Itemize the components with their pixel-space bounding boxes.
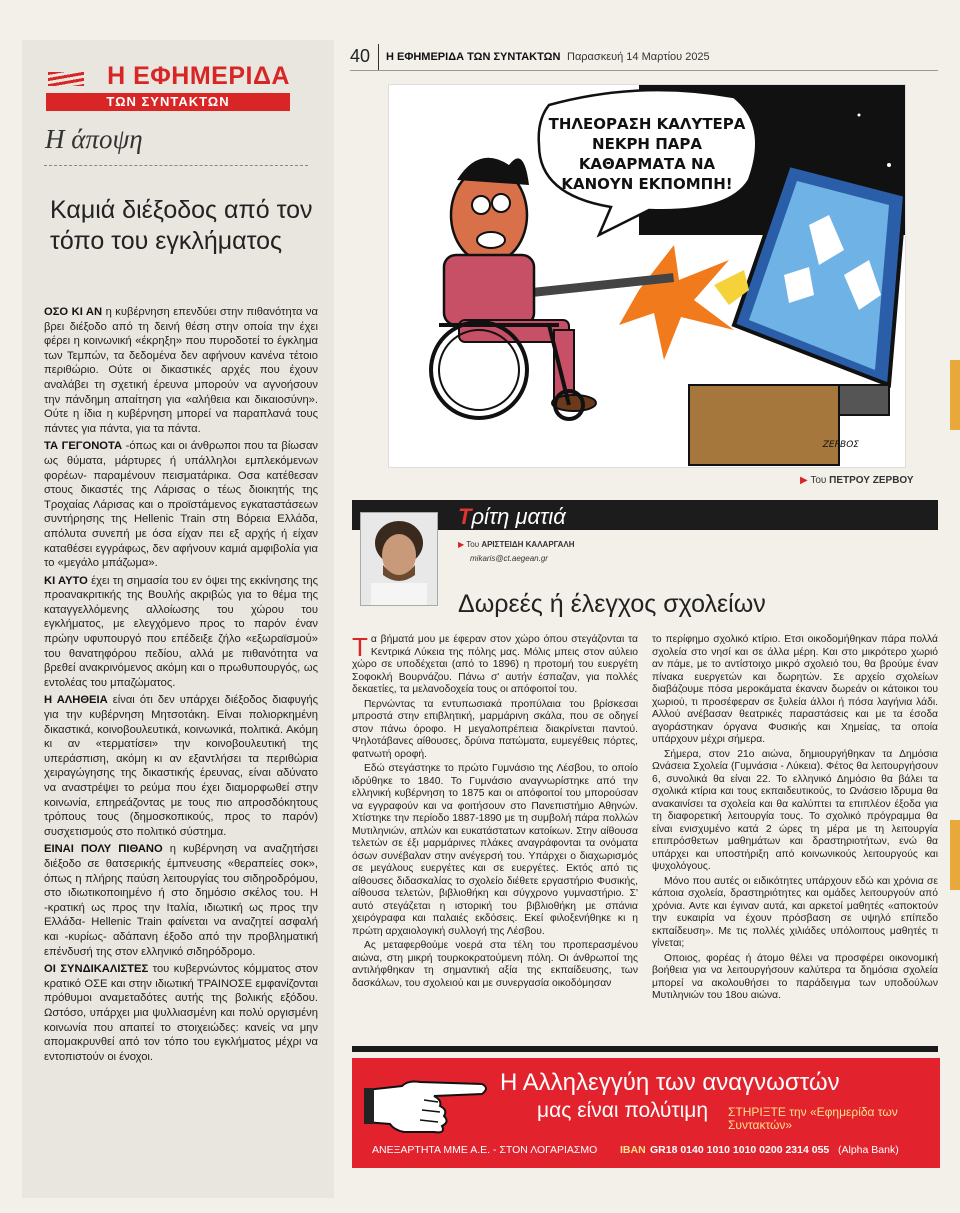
issue-date: Παρασκευή 14 Μαρτίου 2025 (567, 51, 710, 63)
account-text: ΑΝΕΞΑΡΤΗΤΑ ΜΜΕ Α.Ε. - ΣΤΟΝ ΛΟΓΑΡΙΑΣΜΟ (372, 1144, 598, 1156)
page-edge-marker (950, 820, 960, 890)
author-photo (360, 512, 438, 606)
pointing-hand-icon (364, 1072, 490, 1138)
column-paragraph: Εδώ στεγάστηκε το πρώτο Γυμνάσιο της Λέσβου, το οποίο ιδρύθηκε το 1840. Το Γυμνάσιο αναγνωρίστηκε από την ελληνική κυβέρνηση το 1875 και οι απόφοιτοί του μπορούσαν να εγγραφούν και να φοιτήσουν στο Πανεπιστήμιο Αθηνών. Χτίστηκε την περίοδο 1887-1890 με τη συμβολή πάρα πολλών Μυτιληνιών, απλών και ευκατάστατων κατοίκων. Στην αίθουσα τελετών σε έξι μαρμάρινες πλάκες αναγράφονται τα ονόματα όσων συνέβαλαν στην ανέγερσή του. Υπάρχει ο διαχωρισμός σε μεγάλους ευεργέτες και σε ευεργέτες. Εκτός από τις αίθουσες διδασκαλίας το σχολείο διέθετε εργαστήριο Φυσικής, αίθουσα τελετών, βιβλιοθήκη και σύγχρονο γυμναστήριο. Σ' αυτό στεγάζεται η ιστορική του βιβλιοθήκη με σπάνια χειρόγραφα και παλαιές εκδόσεις. Εκεί φιλοξενήθηκε κι η πρώτη αρχαιολογική συλλογή της Λέσβου. (352, 763, 638, 937)
paragraph-text: έχει τη σημασία του εν όψει της εκκίνησης της προανακριτικής της Βουλής ακριβώς για το θέμα της καταγγελλόμενης αλλοίωσης του χώρου του εγκλήματος, με ελεγχόμενο προς το παρόν έναν πρώην υφυπουργό που επέδειξε ζήλο «εξωραϊσμού» του θανατηφόρου πεδίου, αλλά με πιθανότητα να βρεθεί ανακρινόμενος ακόμη και ο πρωθυπουργός, ως εντολέας του μπαζώματος. (44, 574, 318, 689)
cartoon-credit (800, 475, 914, 486)
opinion-paragraph (44, 439, 318, 570)
column-paragraph (352, 634, 638, 697)
column-paragraph: το περίφημο σχολικό κτίριο. Ετσι οικοδομήθηκαν πάρα πολλά σχολεία στο νησί και σε άλλα μέρη. Και στο μικρότερο χωριό αν πάμε, με το αντίστοιχο μικρό σχολειό του, θα βρούμε έναν πίνακα ευεργετών και δωρητών. Σε αρχείο σχολείων διαβάζουμε πόσα μεροκάματα έκαναν δωρεάν οι κάτοικοι του χωριού, τι προσέφεραν σε ξυλεία άλλοι ή πόσα λαγήνια λάδι. Αλλού ανέβασαν θεατρικές παραστάσεις και με τα έσοδα αγοράστηκαν όργανα Φυσικής και Χημείας, τα οποία υπάρχουν μέχρι σήμερα. (652, 634, 938, 745)
author-portrait-icon (361, 513, 437, 605)
speech-line: ΝΕΚΡΗ ΠΑΡΑ (592, 135, 702, 153)
banner-title: Η Αλληλεγγύη των αναγνωστών (500, 1069, 840, 1096)
credit-name: ΠΕΤΡΟΥ ΖΕΡΒΟΥ (829, 475, 914, 486)
divider (350, 70, 938, 71)
logo-line2: ΤΩΝ ΣΥΝΤΑΚΤΩΝ (46, 93, 290, 111)
column-name (458, 504, 566, 530)
triangle-icon: ▶ (458, 540, 465, 549)
paragraph-text: του κυβερνώντος κόμματος στον κρατικό ΟΣΕ και στην ιδιωτική ΤΡΑΙΝΟΣΕ εμφανίζονται πρόθυμοι αναμεταδότες αυτής της βολικής εξόδου. Ωστόσο, υπάρχει μια ψυλλιασμένη και πολύ οργισμένη κοινωνία που απαιτεί το στοιχειώδες: κανείς να μην απομακρυνθεί από τον τόπο του εγκλήματος μέχρι να εντοπιστούν οι ένοχοι. (44, 963, 318, 1063)
divider (378, 44, 379, 70)
column-name-rest: ρίτη ματιά (471, 504, 566, 529)
author-name: ΑΡΙΣΤΕΙΔΗ ΚΑΛΑΡΓΑΛΗ (481, 540, 575, 549)
iban-number: GR18 0140 1010 1010 0200 2314 055 (650, 1144, 830, 1156)
bank-name: (Alpha Bank) (838, 1144, 899, 1156)
cartoon-illustration (388, 84, 906, 468)
author-byline (458, 540, 574, 549)
speech-line: ΤΗΛΕΟΡΑΣΗ ΚΑΛΥΤΕΡΑ (548, 115, 746, 133)
cartoonist-signature: ΖΕΡΒΟΣ (822, 440, 859, 450)
paragraph-lead: ΕΙΝΑΙ ΠΟΛΥ ΠΙΘΑΝΟ (44, 843, 163, 856)
paragraph-text: είναι ότι δεν υπάρχει διέξοδος διαφυγής για την κυβέρνηση Μητσοτάκη. Είναι πολιορκημένη δικαστικά, κοινοβουλευτικά, κοινωνικά, πολιτικά. Ακόμη κι αν «τερματίσει» την κοινοβουλευτική της υπεράσπιση, ακόμη κι αν εξαντλήσει τα περιθώρια χειραγώγησης της δικαστικής έρευνας, είναι αδύνατο να αναστρέψει το ρεύμα που έχει διαμορφωθεί στην κοινωνία, επηρεάζοντας με τους πιο απροσδόκητους τρόπους τους (δημοσκοπικούς, προς το παρόν) συσχετισμούς στο πολιτικό σύστημα. (44, 694, 318, 838)
opinion-paragraph (44, 693, 318, 839)
opinion-paragraph (44, 574, 318, 691)
author-prefix: Του (466, 540, 480, 549)
paragraph-lead: ΤΑ ΓΕΓΟΝΟΤΑ (44, 440, 123, 453)
opinion-headline: Καμιά διέξοδος από τον τόπο του εγκλήματος (50, 196, 313, 255)
paragraph-text: η κυβέρνηση επενδύει στην πιθανότητα να βρει διέξοδο από τη δεινή θέση στην οποία την έχει φέρει η κοινωνική «έκρηξη» που πυροδοτεί το έγκλημα των Τεμπών, τα δεδομένα δεν αφήνουν κανένα τέτοιο περιθώριο. Ούτε οι δικαστικές αρχές που έχουν αναλάβει τη σχετική έρευνα μπορούν να αγνοήσουν την πάνδημη απαίτηση για «αλήθεια και δικαιοσύνη». Ούτε η ίδια η κυβέρνηση μπορεί να παραπλανά τους πάντες για πάντα, για τα πάντα. (44, 306, 318, 435)
column-paragraph: Οποιος, φορέας ή άτομο θέλει να προσφέρει οικονομική βοήθεια για να λειτουργήσουν καλύτερα τα δημόσια σχολεία μπορεί να ακολουθήσει το παράδειγμα των υποδούλων Μυτιληνιών του 18ου αιώνα. (652, 952, 938, 1001)
drop-cap: Τ (352, 632, 368, 662)
banner-footer (352, 1142, 940, 1162)
paragraph-lead: ΟΙ ΣΥΝΔΙΚΑΛΙΣΤΕΣ (44, 963, 149, 976)
page-edge-marker (950, 360, 960, 430)
column-header-bar (352, 500, 938, 530)
column-name-initial: Τ (458, 504, 472, 529)
column-title: Δωρεές ή έλεγχος σχολείων (458, 590, 766, 618)
opinion-body (44, 305, 318, 1067)
banner-support-link[interactable]: ΣΤΗΡΙΞΤΕ την «Εφημερίδα των Συντακτών» (728, 1105, 898, 1132)
column-paragraph: Περνώντας τα εντυπωσιακά προπύλαια του βρίσκεσαι μπροστά στην επιβλητική, μαρμάρινη σκάλα, που σε οδηγεί στον πάνω όροφο. Η μεγαλοπρέπεια διακρίνεται παντού. Ψηλοτάβανες αίθουσες, δρύινα πατώματα, ευμεγέθεις πόρτες, φατνωτή οροφή. (352, 698, 638, 760)
page-number: 40 (350, 46, 371, 66)
divider (44, 165, 308, 166)
opinion-paragraph (44, 962, 318, 1064)
section-title: Η άποψη (45, 124, 143, 154)
column-paragraph: Μόνο που αυτές οι ειδικότητες υπάρχουν εδώ και χρόνια σε κάποια σχολεία, δραστηριότητες και ομάδες λειτουργούν από χρόνια. Αντε και έγιναν αυτά, και αρκετοί μαθητές «αποκτούν την ευκαιρία να έχουν πρόσβαση σε υψηλό επίπεδο εκπαίδευση». Με τις πολλές χιλιάδες υπόλοιπους μαθητές τι γίνεται; (652, 875, 938, 949)
column-text-left (352, 634, 638, 992)
triangle-icon: ▶ (800, 475, 808, 486)
logo-line1: Η ΕΦΗΜΕΡΙΔΑ (107, 62, 290, 90)
paragraph-text: -όπως και οι άνθρωποι που τα βίωσαν ως θύματα, μάρτυρες ή υπάλληλοι εμπλεκόμενων φορέων- παραμένουν πεισματάρικα. Οσα κατέθεσαν στους δικαστές της Λάρισας ο τέως διοικητής της Τροχαίας Λάρισας και ο προϊστάμενος εγκαταστάσεων συντήρησης της Hellenic Train στη Βόρεια Ελλάδα, απόλυτα συνεπή με όσα είχαν πει εξ αρχής ή είχαν καταθέσει εγγράφως, δεν αφήνουν καμιά αμφιβολία για το «μεγάλο μπάζωμα». (44, 440, 319, 570)
divider (352, 1046, 938, 1052)
author-email: mikaris@ct.aegean.gr (470, 554, 548, 563)
column-paragraph: Ας μεταφερθούμε νοερά στα τέλη του προπερασμένου αιώνα, στη μικρή τουρκοκρατούμενη πόλη. Οι άνθρωποί της αντιλήφθηκαν τη σημαντική αξία της εκπαίδευσης, των δασκάλων, του σχολειού και με συνεργασία οικοδόμησαν (352, 940, 638, 989)
iban-label: IBAN (620, 1144, 646, 1156)
cartoon-drawing (389, 85, 905, 467)
opinion-paragraph (44, 305, 318, 436)
paragraph-lead: Η ΑΛΗΘΕΙΑ (44, 694, 108, 707)
column-paragraph: Σήμερα, στον 21ο αιώνα, δημιουργήθηκαν τα Δημόσια Ωνάσεια Σχολεία (Γυμνάσια - Λύκεια). Φέτος θα λειτουργήσουν 6, συνολικά θα είναι 22. Το ελληνικό Δημόσιο θα βάλει τα σχολικά κτίρια και τους εκπαιδευτικούς, το Ωνάσειο Ιδρυμα θα ανακαινίσει τα σχολεία και θα καλύπτει τα επιπλέον έξοδα για τη διαφορετική λειτουργία τους. Το σχολικό πρόγραμμα θα είναι ενισχυμένο κατά 2 ώρες τη μέρα με τη λειτουργία επιπρόσθετων μαθημάτων και δραστηριοτήτων, ενώ θα υπάρχει και υποστήριξη από κοινωνικούς λειτουργούς και ψυχολόγους. (652, 748, 938, 872)
banner-subtitle: μας είναι πολύτιμη (537, 1099, 709, 1122)
newspaper-logo (40, 62, 290, 114)
column-text-right (652, 634, 938, 1005)
paragraph-lead: ΟΣΟ ΚΙ ΑΝ (44, 306, 103, 318)
opinion-paragraph (44, 842, 318, 959)
paper-name: Η ΕΦΗΜΕΡΙΔΑ ΤΩΝ ΣΥΝΤΑΚΤΩΝ (386, 51, 561, 63)
speech-line: ΚΑΘΑΡΜΑΤΑ ΝΑ (578, 155, 716, 173)
paragraph-lead: ΚΙ ΑΥΤΟ (44, 574, 88, 587)
paragraph-text: η κυβέρνηση να αναζητήσει διέξοδο σε θατσερικής έμπνευσης «θεραπείες σοκ», όπως η πλήρης παύση λειτουργίας του σιδηροδρόμου, στο ιδιωτικοποιημένο ή στο δημόσιο σκέλος του. Η -κρατική ως προς την Ιταλία, ιδιωτική ως προς την Ελλάδα- Hellenic Train φαίνεται να αναζητεί ασφαλή και -κυρίως- αδάπανη έξοδο από την προβληματική επένδυσή της στον ελληνικό σιδηρόδρομο. (44, 843, 318, 958)
speech-line: ΚΑΝΟΥΝ ΕΚΠΟΜΠΗ! (561, 175, 733, 193)
paragraph-text: α βήματά μου με έφεραν στον χώρο όπου στεγάζονται τα Κεντρικά Λύκεια της πόλης μας. Μόλις μπεις στον αύλειο χώρο σε υποδέχεται (από το 1896) η προτομή του ευεργέτη Σοφοκλή Βουρνάζου. Πάνω σ' αυτήν έσπαζαν, για πολλές δεκαετίες, τα μελανοδοχεία τους οι απόφοιτοί του. (352, 634, 638, 695)
credit-prefix: Του (810, 475, 827, 486)
